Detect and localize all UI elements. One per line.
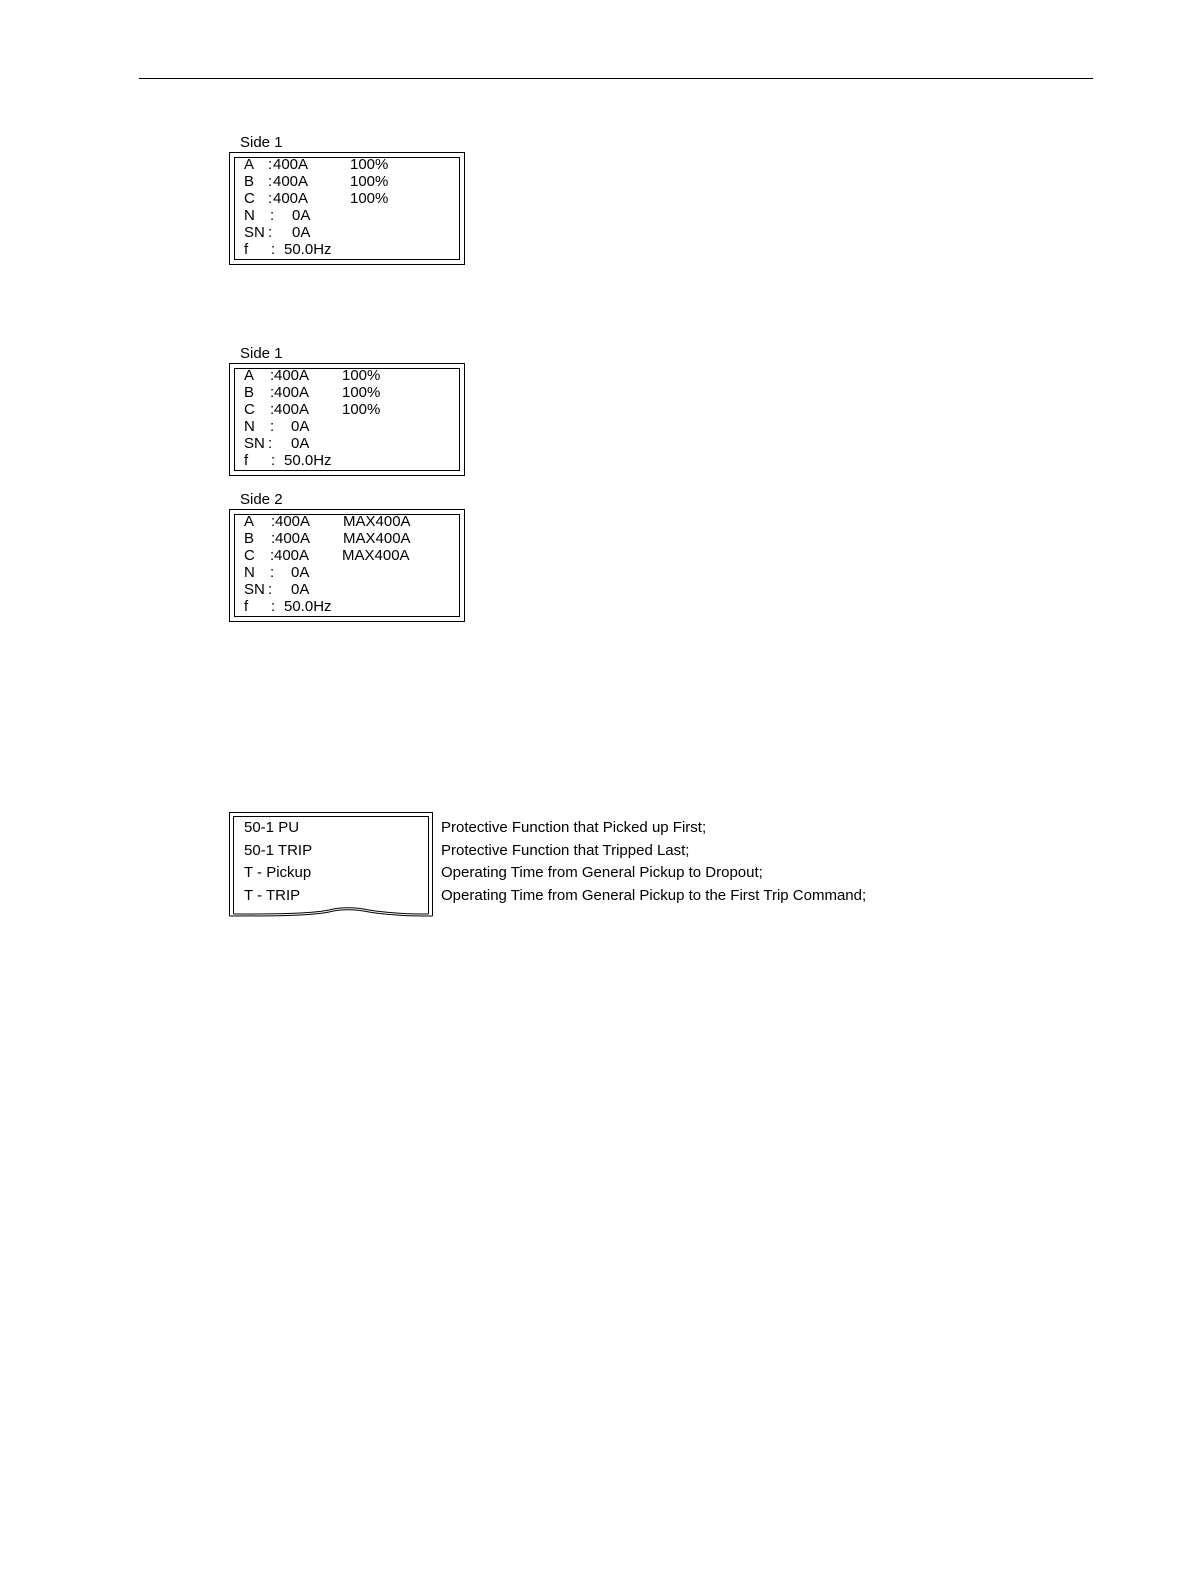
row-value: 50.0Hz [284, 452, 332, 469]
event-description: Operating Time from General Pickup to the First Trip Command; [441, 887, 867, 904]
row-sep: : [271, 241, 276, 258]
row-extra: MAX400A [343, 513, 411, 530]
row-sep: : [268, 581, 273, 598]
row-sep: : [271, 530, 276, 547]
lcd-row-c [244, 190, 389, 207]
lcd-row-b [244, 530, 411, 547]
row-label: N [244, 207, 255, 224]
lcd-row-n [244, 418, 310, 435]
row-value: 400A [274, 401, 310, 418]
lcd-row-a [244, 367, 381, 384]
row-label: C [244, 401, 255, 418]
row-value: 400A [273, 156, 309, 173]
row-value: 400A [273, 190, 309, 207]
row-label: N [244, 418, 255, 435]
row-value: 50.0Hz [284, 598, 332, 615]
row-value: 400A [275, 530, 311, 547]
row-extra: 100% [350, 156, 389, 173]
row-label: B [244, 384, 255, 401]
row-sep: : [268, 435, 273, 452]
row-label: A [244, 513, 255, 530]
row-sep: : [270, 384, 275, 401]
row-label: SN [244, 224, 265, 241]
row-label: N [244, 564, 255, 581]
event-description: Protective Function that Tripped Last; [441, 842, 690, 859]
lcd-row-n [244, 564, 310, 581]
row-value: 400A [275, 513, 311, 530]
row-value: 0A [291, 418, 310, 435]
row-label: f [244, 452, 249, 469]
lcd-row-c [244, 401, 381, 418]
lcd-row-b [244, 173, 389, 190]
row-label: B [244, 530, 255, 547]
row-sep: : [268, 190, 273, 207]
row-sep: : [270, 547, 275, 564]
row-label: f [244, 241, 249, 258]
row-extra: 100% [342, 384, 381, 401]
row-label: SN [244, 581, 265, 598]
row-value: 0A [292, 224, 311, 241]
lcd-row-sn [244, 435, 310, 452]
row-label: B [244, 173, 255, 190]
lcd-row-n [244, 207, 311, 224]
row-label: SN [244, 435, 265, 452]
lcd-row-a [244, 156, 389, 173]
row-sep: : [270, 401, 275, 418]
panel-title: Side 1 [240, 134, 283, 151]
row-value: 0A [292, 207, 311, 224]
row-label: C [244, 190, 255, 207]
panel-title: Side 1 [240, 345, 283, 362]
row-sep: : [270, 367, 275, 384]
row-sep: : [271, 513, 276, 530]
event-description: Protective Function that Picked up First; [441, 819, 707, 836]
row-sep: : [270, 207, 275, 224]
row-sep: : [270, 564, 275, 581]
row-extra: 100% [350, 190, 389, 207]
lcd-row-f [244, 241, 332, 258]
row-value: 400A [273, 173, 309, 190]
header-rule [139, 78, 1093, 79]
lcd-row-f [244, 598, 332, 615]
row-sep: : [268, 224, 273, 241]
lcd-row-f [244, 452, 332, 469]
row-value: 400A [274, 547, 310, 564]
row-extra: 100% [342, 367, 381, 384]
row-label: C [244, 547, 255, 564]
panel-title: Side 2 [240, 491, 283, 508]
row-value: 400A [274, 384, 310, 401]
row-sep: : [268, 173, 273, 190]
row-extra: 100% [350, 173, 389, 190]
event-code-t-pickup: T - Pickup [244, 864, 312, 881]
row-value: 50.0Hz [284, 241, 332, 258]
event-code-t-trip: T - TRIP [244, 887, 301, 904]
lcd-row-b [244, 384, 381, 401]
row-sep: : [271, 452, 276, 469]
row-value: 0A [291, 435, 310, 452]
lcd-row-c [244, 547, 410, 564]
row-value: 0A [291, 581, 310, 598]
lcd-row-sn [244, 581, 310, 598]
lcd-row-a [244, 513, 411, 530]
row-value: 0A [291, 564, 310, 581]
row-sep: : [271, 598, 276, 615]
row-extra: 100% [342, 401, 381, 418]
event-description: Operating Time from General Pickup to Dropout; [441, 864, 763, 881]
row-label: f [244, 598, 249, 615]
event-code-trip: 50-1 TRIP [244, 842, 313, 859]
row-extra: MAX400A [342, 547, 410, 564]
event-code-pickup: 50-1 PU [244, 819, 300, 836]
row-label: A [244, 367, 255, 384]
row-sep: : [268, 156, 273, 173]
row-value: 400A [274, 367, 310, 384]
lcd-display-side1-a [229, 152, 465, 265]
row-extra: MAX400A [343, 530, 411, 547]
row-sep: : [270, 418, 275, 435]
row-label: A [244, 156, 255, 173]
lcd-row-sn [244, 224, 311, 241]
